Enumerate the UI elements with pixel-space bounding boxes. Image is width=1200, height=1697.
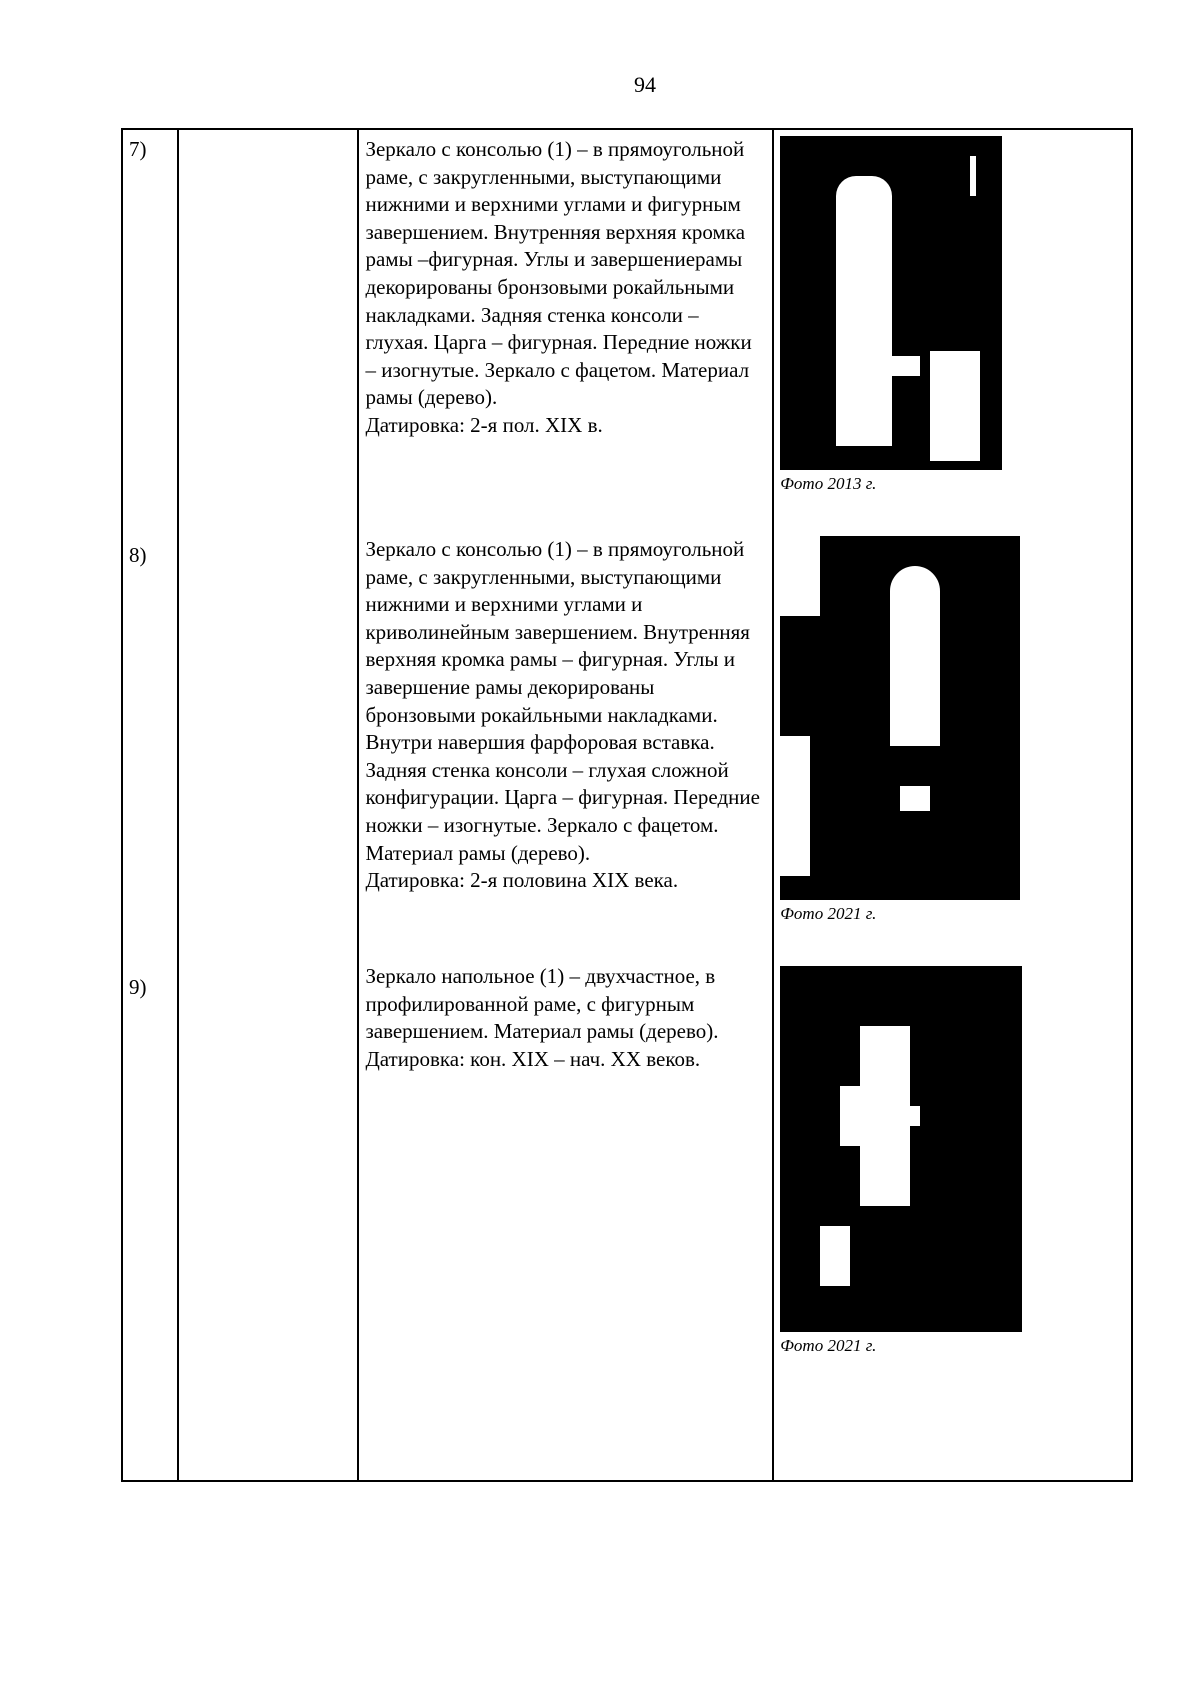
item-number: 7) (129, 137, 147, 161)
item-number: 9) (129, 975, 147, 999)
number-cell (122, 129, 178, 1481)
photo-caption: Фото 2013 г. (780, 474, 877, 493)
photo-caption: Фото 2021 г. (780, 1336, 877, 1355)
item-description: Зеркало напольное (1) – двухчастное, в профилированной раме, с фигурным завершением. Материал рамы (дерево). (365, 964, 719, 1044)
mirror-photo (780, 966, 1022, 1332)
empty-cell (178, 129, 358, 1481)
item-description-block (359, 957, 772, 1073)
photo-cell (773, 129, 1132, 1481)
item-description: Зеркало с консолью (1) – в прямоугольной раме, с закругленными, выступающими нижними и верхними углами и фигурным завершением. Внутренняя верхняя кромка рамы –фигурная. Углы и завершениерамы декорированы бронзовыми рокайльными накладками. Задняя стенка консоли – глухая. Царга – фигурная. Передние ножки – изогнутые. Зеркало с фацетом. Материал рамы (дерево). (365, 137, 752, 410)
mirror-photo (780, 536, 1020, 900)
table-row (122, 129, 1132, 1481)
page-number: 94 (634, 72, 656, 97)
mirror-photo (780, 136, 1002, 470)
item-dating: Датировка: 2-я половина XIX века. (365, 868, 679, 893)
item-number: 8) (129, 543, 147, 567)
item-dating: Датировка: 2-я пол. XIX в. (365, 412, 603, 437)
item-description-block (359, 130, 772, 530)
catalog-table (121, 128, 1133, 1482)
description-cell (358, 129, 773, 1481)
photo-caption: Фото 2021 г. (780, 904, 877, 923)
item-dating: Датировка: кон. XIX – нач. XX веков. (365, 1046, 701, 1071)
item-description-block (359, 530, 772, 957)
item-description: Зеркало с консолью (1) – в прямоугольной раме, с закругленными, выступающими нижними и верхними углами и криволинейным завершением. Внутренняя верхняя кромка рамы – фигурная. Углы и завершение рамы декорированы бронзовыми рокайльными накладками. Внутри навершия фарфоровая вставка. Задняя стенка консоли – глухая сложной конфигурации. Царга – фигурная. Передние ножки – изогнутые. Зеркало с фацетом. Материал рамы (дерево). (365, 537, 760, 865)
